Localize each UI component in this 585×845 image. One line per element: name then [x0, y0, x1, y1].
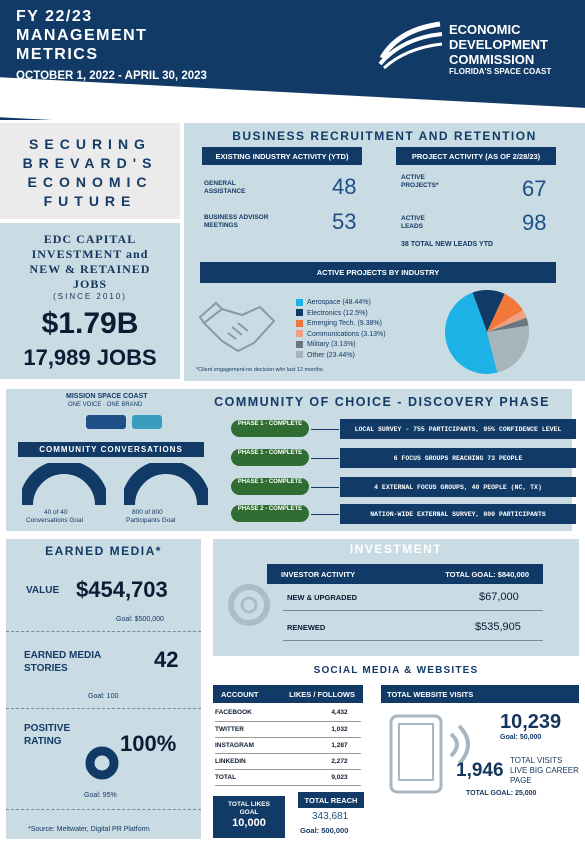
likes-goal-value: 10,000	[232, 817, 266, 829]
phase-arrow	[311, 458, 339, 459]
phase-badge: PHASE 1 - COMPLETE	[231, 478, 309, 495]
source-note: *Source: Meltwater, Digital PR Platform	[28, 826, 150, 833]
capital-title: EDC CAPITAL INVESTMENT and NEW & RETAINED JOBS	[29, 232, 151, 291]
social-col2: LIKES / FOLLOWS	[289, 689, 355, 699]
social-value: 2,272	[318, 753, 361, 769]
handshake-icon	[198, 293, 278, 363]
rating-goal: Goal: 95%	[84, 792, 117, 799]
capital-jobs: 17,989 JOBS	[23, 345, 157, 370]
stories-label: EARNED MEDIA STORIES	[24, 650, 101, 674]
legend-swatch	[296, 351, 303, 358]
legend-item: Electronics (12.5%)	[296, 309, 386, 320]
social-title: SOCIAL MEDIA & WEBSITES	[313, 665, 479, 676]
phase-result: NATION-WIDE EXTERNAL SURVEY, 800 PARTICIPANTS	[340, 504, 576, 524]
conversations-header: COMMUNITY CONVERSATIONS	[18, 442, 204, 457]
reach-goal: Goal: 500,000	[300, 826, 349, 835]
likes-goal-box	[213, 796, 285, 838]
social-table	[215, 705, 361, 786]
conversations-gauge	[22, 463, 106, 507]
website-visits-value: 10,239	[500, 711, 562, 733]
stories-value: 42	[154, 647, 179, 672]
legend-swatch	[296, 330, 303, 337]
legend-swatch	[296, 299, 303, 306]
edc-logo-icon	[378, 20, 444, 70]
investment-panel	[213, 539, 579, 656]
table-row	[215, 737, 361, 753]
recruitment-panel	[184, 123, 585, 381]
general-assistance-value: 48	[332, 174, 357, 199]
header-banner	[0, 0, 585, 120]
legend-swatch	[296, 341, 303, 348]
career-visits-value: 1,946	[456, 760, 504, 781]
gauge1-label: Conversations Goal	[26, 517, 84, 524]
active-leads-label: ACTIVE LEADS	[401, 215, 425, 230]
website-visits-header: TOTAL WEBSITE VISITS	[381, 685, 579, 703]
social-value: 9,023	[318, 769, 361, 785]
earned-title: EARNED MEDIA*	[45, 544, 162, 558]
value-amount: $454,703	[76, 577, 168, 602]
career-visits-label: TOTAL VISITS LIVE BIG CAREER PAGE	[510, 756, 579, 785]
legend-item: Military (3.13%)	[296, 340, 386, 351]
advisor-value: 53	[332, 209, 357, 234]
phase-badge: PHASE 2 - COMPLETE	[231, 505, 309, 522]
investment-row-label: RENEWED	[287, 623, 326, 632]
advisor-label: BUSINESS ADVISOR MEETINGS	[204, 214, 269, 229]
social-account: TWITTER	[215, 721, 318, 737]
industry-header: ACTIVE PROJECTS BY INDUSTRY	[200, 262, 556, 283]
divider	[6, 809, 201, 810]
social-header	[213, 685, 363, 703]
community-panel	[6, 389, 572, 531]
phase-result: LOCAL SURVEY - 755 PARTICIPANTS, 95% CONFIDENCE LEVEL	[340, 419, 576, 439]
legend-swatch	[296, 320, 303, 327]
legend-swatch	[296, 309, 303, 316]
phase-arrow	[311, 514, 339, 515]
divider	[283, 640, 543, 641]
phase-result: 4 EXTERNAL FOCUS GROUPS, 40 PEOPLE (NC, TX)	[340, 477, 576, 497]
active-projects-label: ACTIVE PROJECTS*	[401, 174, 439, 189]
stories-goal: Goal: 100	[88, 693, 119, 700]
investment-col2: TOTAL GOAL: $840,000	[445, 569, 529, 579]
reach-header: TOTAL REACH	[298, 792, 364, 808]
value-goal: Goal: $500,000	[116, 616, 164, 623]
general-assistance-label: GENERAL ASSISTANCE	[204, 180, 246, 195]
social-account: TOTAL	[215, 769, 318, 785]
capital-amount: $1.79B	[41, 307, 139, 340]
edc-small-logo	[86, 415, 126, 429]
table-row	[215, 769, 361, 785]
earned-media-panel	[6, 539, 201, 839]
investment-row-value: $67,000	[479, 591, 519, 603]
reach-value: 343,681	[312, 811, 349, 822]
capital-investment-panel	[0, 223, 180, 379]
social-account: LINKEDIN	[215, 753, 318, 769]
gauge2-label: Participants Goal	[126, 517, 176, 524]
divider	[283, 610, 543, 611]
social-account: FACEBOOK	[215, 705, 318, 721]
space-coast-logo	[132, 415, 162, 429]
gauge1-value: 40 of 40	[44, 509, 68, 516]
social-account: INSTAGRAM	[215, 737, 318, 753]
social-col1: ACCOUNT	[221, 689, 259, 699]
active-projects-value: 67	[522, 176, 547, 201]
securing-panel: SECURING BREVARD'S ECONOMIC FUTURE	[0, 123, 180, 219]
social-value: 4,432	[318, 705, 361, 721]
phone-icon	[389, 714, 489, 794]
existing-header: EXISTING INDUSTRY ACTIVITY (YTD)	[202, 147, 362, 165]
total-leads: 38 TOTAL NEW LEADS YTD	[401, 241, 494, 248]
date-range: OCTOBER 1, 2022 - APRIL 30, 2023	[16, 70, 207, 82]
industry-legend	[296, 298, 386, 361]
rating-ring-fill	[90, 751, 114, 775]
legend-item: Aerospace (48.44%)	[296, 298, 386, 309]
phase-arrow	[311, 487, 339, 488]
table-row	[215, 705, 361, 721]
rating-label: POSITIVE RATING	[24, 723, 71, 747]
mission-title: MISSION SPACE COAST	[66, 393, 148, 400]
table-row	[215, 753, 361, 769]
header-white-stripe	[0, 76, 585, 120]
phase-arrow	[311, 429, 339, 430]
career-visits-goal: TOTAL GOAL: 25,000	[466, 790, 537, 797]
phase-result: 6 FOCUS GROUPS REACHING 73 PEOPLE	[340, 448, 576, 468]
likes-goal-label: TOTAL LIKES GOAL	[228, 801, 270, 816]
rating-ring	[84, 745, 120, 781]
social-value: 1,032	[318, 721, 361, 737]
gear-icon	[219, 575, 279, 635]
edc-logo-text: ECONOMIC DEVELOPMENT COMMISSION FLORIDA'S SPACE COAST	[449, 22, 552, 76]
divider	[6, 708, 201, 709]
legend-item: Emerging Tech. (9.38%)	[296, 319, 386, 330]
gauge2-value: 800 of 800	[132, 509, 163, 516]
mission-subtitle: ONE VOICE · ONE BRAND	[68, 402, 143, 408]
recruitment-footnote: *Client engagement-no decision w/in last 12 months.	[196, 367, 325, 373]
social-value: 1,287	[318, 737, 361, 753]
investment-col1: INVESTOR ACTIVITY	[281, 569, 356, 579]
table-row	[215, 721, 361, 737]
divider	[6, 631, 201, 632]
value-label: VALUE	[26, 585, 60, 596]
capital-since: (SINCE 2010)	[53, 292, 127, 301]
community-title: COMMUNITY OF CHOICE - DISCOVERY PHASE	[214, 395, 550, 409]
participants-gauge	[124, 463, 208, 507]
rating-value: 100%	[120, 731, 177, 756]
project-header: PROJECT ACTIVITY (AS OF 2/28/23)	[396, 147, 556, 165]
phase-badge: PHASE 1 - COMPLETE	[231, 420, 309, 437]
website-visits-goal: Goal: 50,000	[500, 734, 542, 741]
investment-row-value: $535,905	[475, 621, 521, 633]
investment-header	[267, 564, 543, 584]
recruitment-title: BUSINESS RECRUITMENT AND RETENTION	[232, 129, 537, 143]
active-leads-value: 98	[522, 210, 547, 235]
page-title: FY 22/23 MANAGEMENT METRICS	[16, 8, 148, 63]
investment-title: INVESTMENT	[349, 542, 443, 556]
legend-item: Other (23.44%)	[296, 351, 386, 362]
industry-pie-chart	[442, 287, 532, 377]
legend-item: Communications (3.13%)	[296, 330, 386, 341]
investment-row-label: NEW & UPGRADED	[287, 593, 358, 602]
phase-badge: PHASE 1 - COMPLETE	[231, 449, 309, 466]
